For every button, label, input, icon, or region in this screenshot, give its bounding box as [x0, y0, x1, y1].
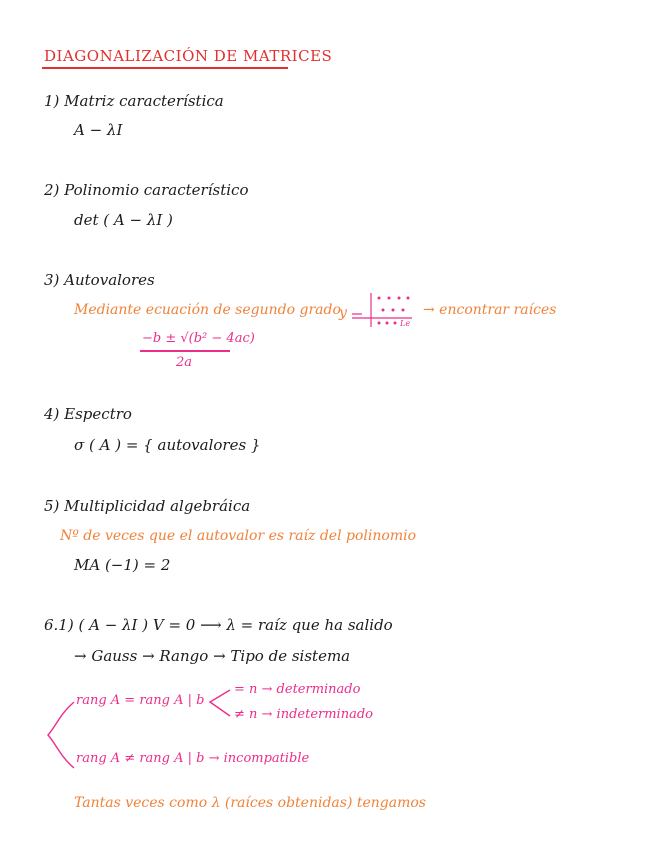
ruffini-scheme — [352, 293, 412, 328]
case-equal-n: = n → determinado — [234, 682, 361, 697]
svg-text:Le: Le — [400, 319, 411, 328]
section-2-heading: 2) Polinomio característico — [44, 181, 249, 199]
section-1-heading: 1) Matriz característica — [44, 92, 224, 110]
section-1-expr: A − λI — [74, 121, 123, 139]
quadratic-denominator: 2a — [176, 355, 193, 370]
ruffini-result: → encontrar raíces — [423, 302, 557, 318]
rank-not-equal: rang A ≠ rang A | b → incompatible — [76, 751, 310, 766]
section-6-steps: → Gauss → Rango → Tipo de sistema — [74, 647, 351, 665]
repeat-note: Tantas veces como λ (raíces obtenidas) tengamos — [74, 795, 426, 811]
rank-equal: rang A = rang A | b — [76, 693, 205, 708]
section-3-heading: 3) Autovalores — [44, 271, 155, 289]
case-bracket — [210, 690, 230, 716]
quadratic-numerator: −b ± √(b² − 4ac) — [142, 331, 255, 346]
quadratic-fraction-bar — [140, 350, 230, 352]
section-4-heading: 4) Espectro — [44, 405, 132, 423]
page-title: DIAGONALIZACIÓN DE MATRICES — [44, 47, 333, 65]
spectrum-expr: σ ( A ) = { autovalores } — [74, 436, 261, 454]
autovalores-method: Mediante ecuación de segundo grado — [74, 302, 341, 318]
multiplicity-note: Nº de veces que el autovalor es raíz del polinomio — [60, 528, 416, 544]
case-not-equal-n: ≠ n → indeterminado — [234, 707, 373, 722]
section-6-heading: 6.1) ( A − λI ) V = 0 ⟶ λ = raíz que ha salido — [44, 616, 393, 634]
multiplicity-example: MA (−1) = 2 — [74, 556, 171, 574]
rank-brace — [48, 702, 74, 768]
ruffini-y: y — [339, 305, 347, 321]
section-5-heading: 5) Multiplicidad algebráica — [44, 497, 251, 515]
section-2-expr: det ( A − λI ) — [74, 211, 173, 229]
